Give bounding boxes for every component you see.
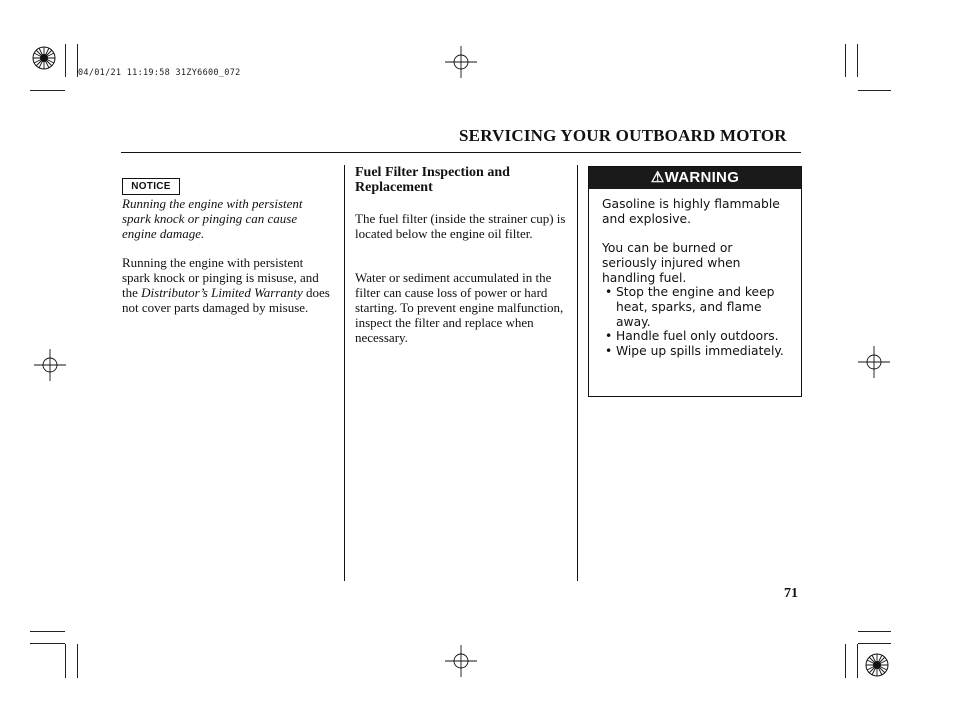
header-rule bbox=[121, 152, 801, 153]
notice-badge: NOTICE bbox=[122, 178, 180, 195]
crop-line bbox=[30, 90, 65, 91]
list-item: • Stop the engine and keep heat, sparks, and flame away. bbox=[605, 285, 775, 329]
crop-line bbox=[30, 631, 65, 632]
crosshair-mark-right bbox=[858, 346, 890, 378]
bullet-icon: • bbox=[605, 285, 613, 300]
warning-box bbox=[588, 166, 802, 397]
crosshair-mark-left bbox=[34, 349, 66, 381]
crop-line bbox=[858, 643, 891, 644]
crop-line bbox=[77, 644, 78, 678]
bullet-icon: • bbox=[605, 344, 613, 359]
crop-line bbox=[65, 644, 66, 678]
crosshair-mark-bottom bbox=[445, 645, 477, 677]
page-header-title: SERVICING YOUR OUTBOARD MOTOR bbox=[459, 126, 787, 145]
warning-triangle-icon: ⚠ bbox=[650, 169, 665, 186]
crop-line bbox=[857, 44, 858, 77]
warranty-name: Distributor’s Limited Warranty bbox=[141, 285, 303, 300]
print-stamp: 04/01/21 11:19:58 31ZY6600_072 bbox=[78, 68, 241, 78]
warning-list bbox=[602, 285, 791, 359]
warning-body bbox=[589, 189, 801, 359]
section-title: Fuel Filter Inspection and Replacement bbox=[355, 165, 510, 195]
list-item: • Wipe up spills immediately. bbox=[605, 344, 784, 359]
crop-line bbox=[858, 90, 891, 91]
bullet-icon: • bbox=[605, 329, 613, 344]
registration-mark-top-left bbox=[30, 44, 58, 72]
warning-header bbox=[589, 167, 801, 189]
notice-paragraph bbox=[122, 255, 334, 315]
fuel-filter-paragraph: The fuel filter (inside the strainer cup) is located below the engine oil filter. bbox=[355, 211, 566, 241]
crop-line bbox=[30, 643, 65, 644]
fuel-filter-paragraph: Water or sediment accumulated in the filter can cause loss of power or hard starting. To prevent engine malfunction, inspect the filter and replace when necessary. bbox=[355, 270, 564, 345]
crosshair-mark-top bbox=[445, 46, 477, 78]
notice-italic-text: Running the engine with persistent spark knock or pinging can cause engine damage. bbox=[122, 196, 303, 241]
registration-mark-bottom-right bbox=[863, 651, 891, 679]
warning-paragraph: You can be burned or seriously injured when handling fuel. bbox=[602, 241, 741, 285]
warning-label: WARNING bbox=[664, 169, 740, 186]
notice-paragraph-pre: Running the engine with persistent spark knock or pinging is misuse, and the bbox=[122, 255, 319, 300]
crop-line bbox=[858, 631, 891, 632]
page-number: 71 bbox=[784, 586, 798, 601]
crop-line bbox=[845, 44, 846, 77]
column-divider bbox=[577, 165, 578, 581]
column-divider bbox=[344, 165, 345, 581]
notice-paragraph-post: does not cover parts damaged by misuse. bbox=[122, 285, 330, 315]
crop-line bbox=[845, 644, 846, 678]
warning-paragraph: Gasoline is highly flammable and explosive. bbox=[602, 197, 780, 226]
crop-line bbox=[857, 644, 858, 678]
list-item: • Handle fuel only outdoors. bbox=[605, 329, 779, 344]
crop-line bbox=[65, 44, 66, 77]
